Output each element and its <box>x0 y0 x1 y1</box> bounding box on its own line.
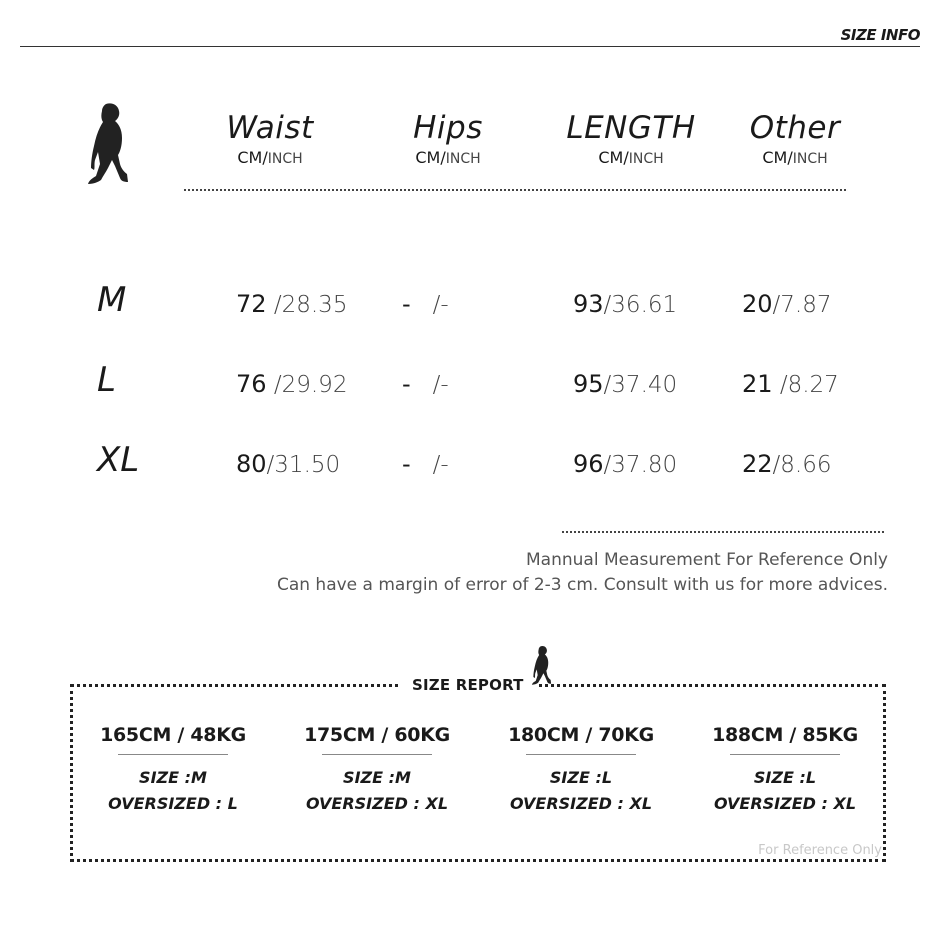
col-header-length <box>546 110 716 169</box>
cell-waist: 80/31.50 <box>236 450 341 478</box>
cell-waist: 76 /29.92 <box>236 370 348 398</box>
report-size: SIZE :L <box>549 768 613 787</box>
header-divider <box>20 46 920 47</box>
col-title: Hips <box>413 110 483 146</box>
report-underline <box>526 754 636 755</box>
col-header-waist <box>195 110 345 169</box>
report-entry <box>486 724 676 817</box>
margin-note: Can have a margin of error of 2-3 cm. Consult with us for more advices. <box>276 575 888 595</box>
col-unit: CM/INCH <box>415 148 481 167</box>
report-underline <box>322 754 432 755</box>
cell-other: 21 /8.27 <box>742 370 839 398</box>
size-label-l: L <box>97 360 116 400</box>
cell-waist: 72 /28.35 <box>236 290 348 318</box>
report-oversized: OVERSIZED : XL <box>713 794 857 813</box>
walking-ape-silhouette-icon <box>84 102 134 188</box>
report-underline <box>118 754 228 755</box>
size-report-title: SIZE REPORT <box>412 676 524 694</box>
size-label-xl: XL <box>97 440 140 480</box>
col-title: LENGTH <box>566 110 696 146</box>
report-height-weight: 165CM / 48KG <box>100 724 246 746</box>
report-size: SIZE :M <box>343 768 411 787</box>
cell-hips: - /- <box>402 450 449 478</box>
measurement-note: Mannual Measurement For Reference Only <box>526 550 888 570</box>
col-unit: CM/INCH <box>598 148 664 167</box>
report-oversized: OVERSIZED : XL <box>305 794 449 813</box>
report-size: SIZE :L <box>753 768 817 787</box>
size-info-title: SIZE INFO <box>840 26 920 44</box>
notes-dotted-divider <box>562 531 884 533</box>
report-entry <box>282 724 472 817</box>
col-unit: CM/INCH <box>762 148 828 167</box>
report-underline <box>730 754 840 755</box>
size-report-header <box>400 670 536 700</box>
reference-only-watermark: For Reference Only <box>758 843 882 858</box>
report-height-weight: 188CM / 85KG <box>712 724 858 746</box>
cell-hips: - /- <box>402 290 449 318</box>
report-entry <box>78 724 268 817</box>
report-oversized: OVERSIZED : L <box>108 794 238 813</box>
cell-length: 93/36.61 <box>573 290 678 318</box>
report-height-weight: 175CM / 60KG <box>304 724 450 746</box>
report-height-weight: 180CM / 70KG <box>508 724 654 746</box>
col-title: Waist <box>226 110 314 146</box>
cell-hips: - /- <box>402 370 449 398</box>
size-label-m: M <box>97 280 127 320</box>
col-unit: CM/INCH <box>237 148 303 167</box>
cell-other: 20/7.87 <box>742 290 832 318</box>
col-title: Other <box>749 110 841 146</box>
small-ape-silhouette-icon <box>530 642 554 690</box>
report-size: SIZE :M <box>139 768 207 787</box>
col-header-other <box>720 110 870 169</box>
report-oversized: OVERSIZED : XL <box>509 794 653 813</box>
cell-length: 96/37.80 <box>573 450 678 478</box>
cell-length: 95/37.40 <box>573 370 678 398</box>
cell-other: 22/8.66 <box>742 450 832 478</box>
header-dotted-divider <box>184 189 846 191</box>
report-entry <box>690 724 880 817</box>
col-header-hips <box>373 110 523 169</box>
